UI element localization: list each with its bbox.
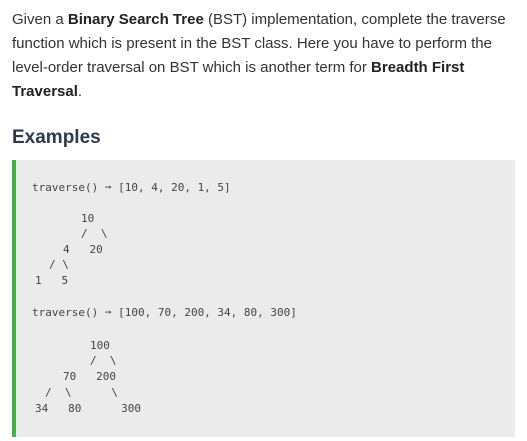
intro-bold-bst: Binary Search Tree: [67, 11, 204, 28]
example-2-tree-line-1: 100: [90, 339, 110, 352]
intro-paragraph: [12, 8, 517, 104]
example-1-tree-line-3: 4 20: [63, 243, 103, 256]
intro-text-3: .: [77, 83, 83, 100]
example-1-call: traverse() ➞ [10, 4, 20, 1, 5]: [32, 181, 231, 194]
intro-bold-breadth-first: Breadth First Traversal: [12, 59, 465, 100]
intro-text-1: Given a: [12, 11, 68, 28]
example-1-tree-line-5: 1 5: [35, 274, 69, 287]
example-2-tree-line-2: / \: [90, 354, 117, 367]
examples-code-block: [12, 160, 515, 437]
example-2-tree-line-4: / \ \: [45, 386, 118, 399]
example-1-tree-line-2: / \: [81, 227, 108, 240]
example-1-tree-line-4: / \: [49, 258, 69, 271]
example-1-tree-line-1: 10: [81, 212, 95, 225]
examples-heading: Examples: [12, 127, 101, 148]
example-2-tree-line-3: 70 200: [63, 370, 116, 383]
example-2-tree-line-5: 34 80 300: [35, 402, 141, 415]
example-2-call: traverse() ➞ [100, 70, 200, 34, 80, 300]: [32, 306, 297, 319]
intro-text-2: (BST) implementation, complete the traverse function which is present in the BST class. Here you have to perform the level-order traversal on BST which is another term for: [12, 11, 506, 76]
